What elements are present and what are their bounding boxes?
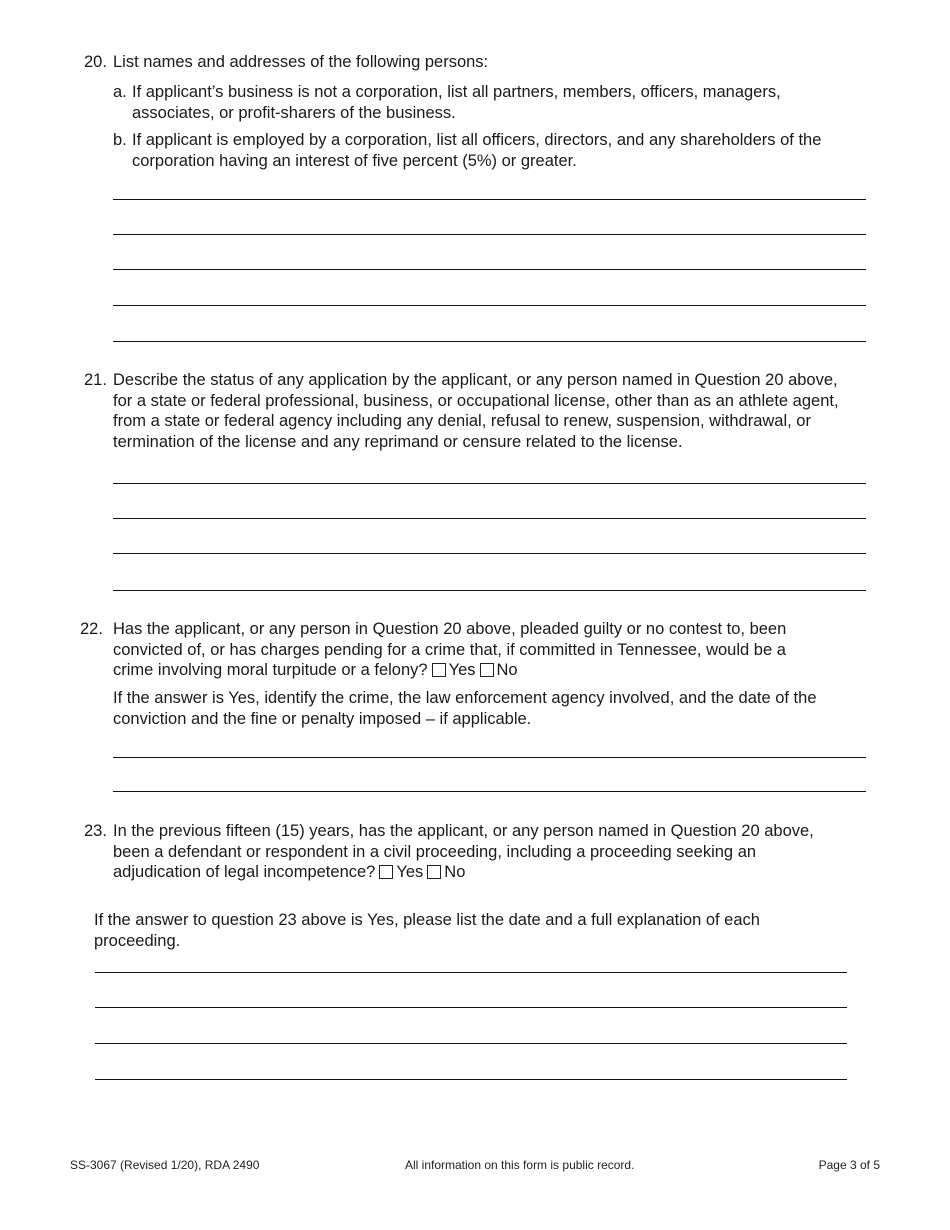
footer-form-id: SS-3067 (Revised 1/20), RDA 2490 [70, 1158, 260, 1172]
q20-number: 20. [84, 53, 107, 71]
q22-answer-line[interactable] [113, 757, 866, 758]
q22-yes-label: Yes [448, 661, 476, 679]
q20-answer-line[interactable] [113, 234, 866, 235]
q21-answer-line[interactable] [113, 483, 866, 484]
q23-answer-line[interactable] [95, 972, 847, 973]
q20-a-text: If applicant’s business is not a corporation, list all partners, members, officers, managers, associates, or profit-sharers of the business. [132, 83, 781, 122]
q20-a-label: a. [113, 83, 127, 101]
q23-number: 23. [84, 822, 107, 840]
q21-answer-line[interactable] [113, 553, 866, 554]
q23-no-label: No [444, 863, 466, 881]
q23-question [113, 821, 831, 883]
q21-text: Describe the status of any application by the applicant, or any person named in Question 20 above, for a state or federal professional, business, or occupational license, other than as an athlete agent, from a state or federal agency including any denial, refusal to renew, suspension, withdrawal, or termination of the license and any reprimand or censure related to the license. [113, 371, 839, 451]
q23-answer-line[interactable] [95, 1007, 847, 1008]
q21-answer-line[interactable] [113, 590, 866, 591]
q23-text: In the previous fifteen (15) years, has the applicant, or any person named in Question 20 above, been a defendant or respondent in a civil proceeding, including a proceeding seeking an adjudication of legal incompetence? [113, 822, 814, 881]
q23-followup: If the answer to question 23 above is Yes, please list the date and a full explanation of each proceeding. [94, 911, 760, 950]
q22-number: 22. [80, 620, 103, 638]
q22-yes-checkbox[interactable] [432, 663, 446, 677]
q22-answer-line[interactable] [113, 791, 866, 792]
q21-number: 21. [84, 371, 107, 389]
q20-answer-line[interactable] [113, 305, 866, 306]
q23-answer-line[interactable] [95, 1079, 847, 1080]
footer-page-number: Page 3 of 5 [818, 1158, 880, 1172]
q22-no-checkbox[interactable] [480, 663, 494, 677]
q23-yes-label: Yes [396, 863, 424, 881]
q20-text: List names and addresses of the following persons: [113, 53, 489, 71]
q22-followup: If the answer is Yes, identify the crime, the law enforcement agency involved, and the date of the conviction and the fine or penalty imposed – if applicable. [113, 689, 817, 728]
q21-answer-line[interactable] [113, 518, 866, 519]
q23-no-checkbox[interactable] [427, 865, 441, 879]
q20-answer-line[interactable] [113, 269, 866, 270]
q20-answer-line[interactable] [113, 341, 866, 342]
footer-public-record-notice: All information on this form is public record. [405, 1158, 635, 1172]
q22-question [113, 619, 823, 681]
q22-no-label: No [496, 661, 518, 679]
q23-yes-checkbox[interactable] [379, 865, 393, 879]
q20-b-label: b. [113, 131, 127, 149]
q23-answer-line[interactable] [95, 1043, 847, 1044]
q22-text: Has the applicant, or any person in Question 20 above, pleaded guilty or no contest to, been convicted of, or has charges pending for a crime that, if committed in Tennessee, would be a crime involving moral turpitude or a felony? [113, 620, 787, 679]
q20-b-text: If applicant is employed by a corporation, list all officers, directors, and any shareholders of the corporation having an interest of five percent (5%) or greater. [132, 131, 822, 170]
q20-answer-line[interactable] [113, 199, 866, 200]
